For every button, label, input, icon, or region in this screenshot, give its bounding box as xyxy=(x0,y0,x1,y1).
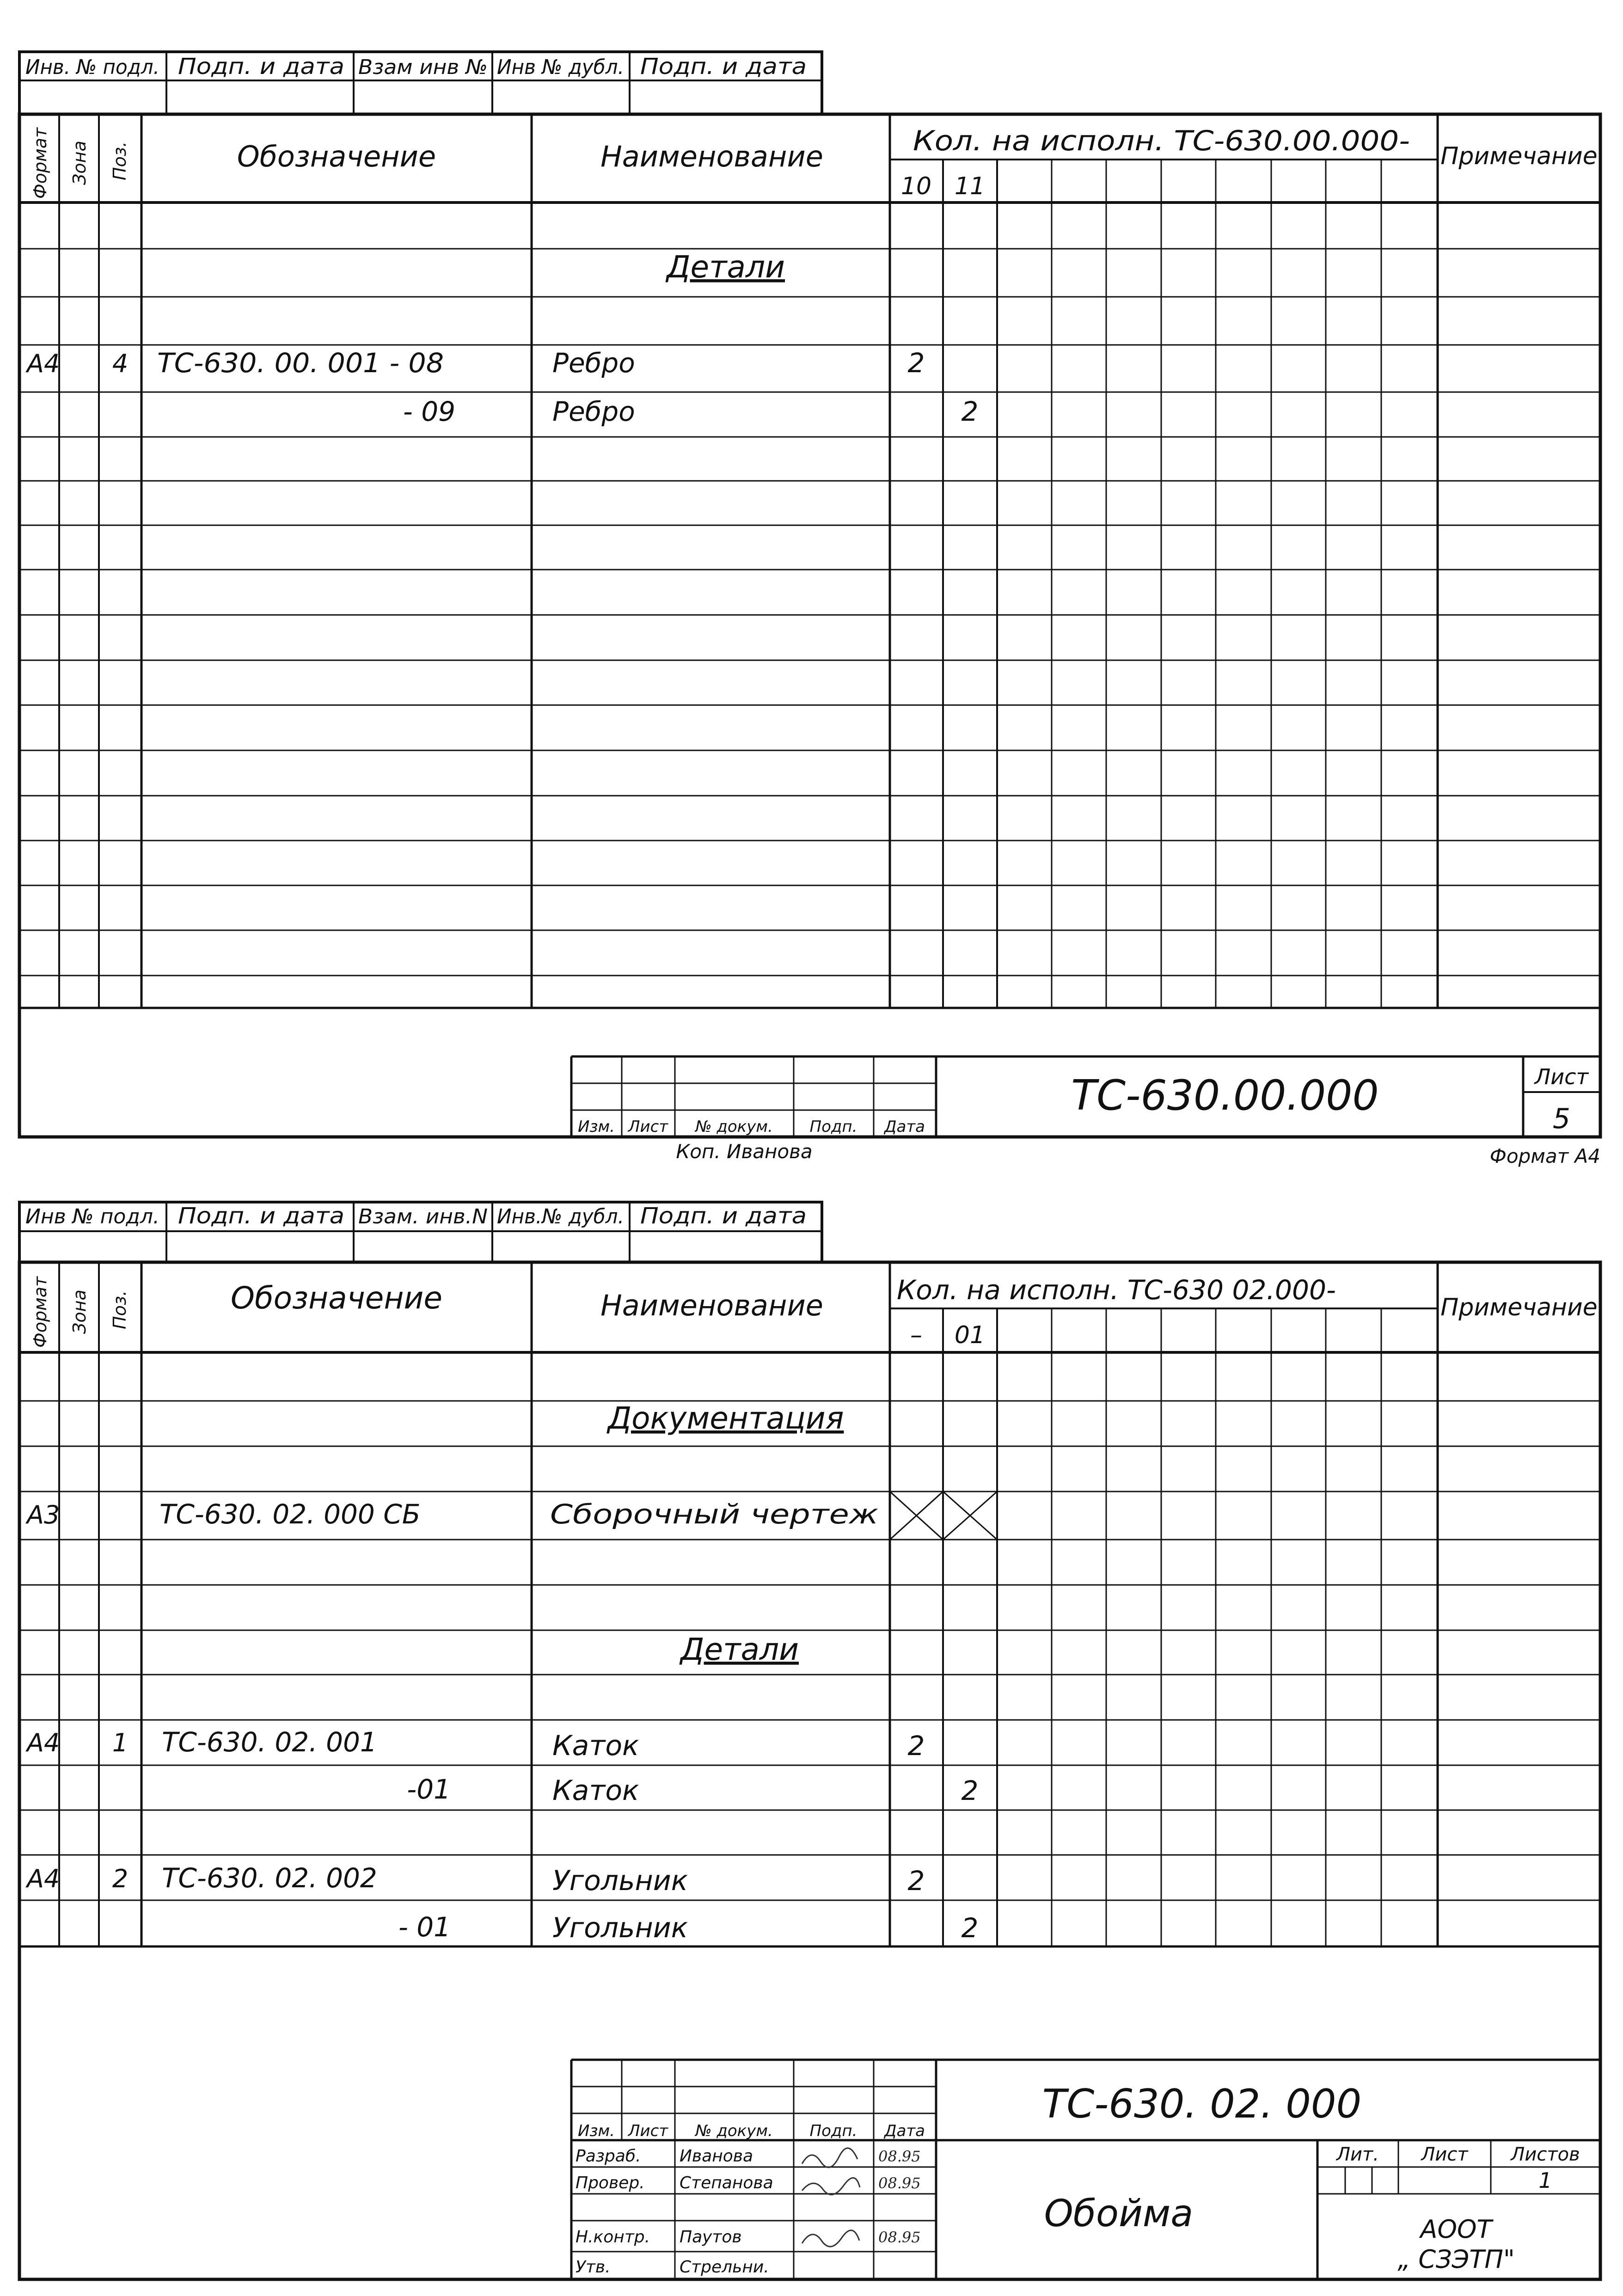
s2-doc-format: A3 xyxy=(27,1500,60,1529)
s1-row1-format: A4 xyxy=(27,349,60,378)
s2-col-designation: Обозначение xyxy=(231,1280,442,1316)
s2-tb-label-podp: Подп. xyxy=(809,2122,857,2140)
s1-hdr-podp-data: Подп. и дата xyxy=(178,54,344,80)
s2-row2-name: Каток xyxy=(552,1774,639,1807)
s1-section-title: Детали xyxy=(666,249,785,285)
s1-row1-q1: 2 xyxy=(907,347,925,379)
s2-row4-designation: - 01 xyxy=(398,1911,451,1943)
s1-col-designation: Обозначение xyxy=(237,140,436,173)
s1-hdr-inv-dubl: Инв № дубл. xyxy=(497,55,624,79)
s2-tb-product-name: Обойма xyxy=(1044,2192,1194,2235)
s1-col-qty-title: Кол. на исполн. ТС-630.00.000- xyxy=(913,125,1410,157)
s2-section-parts: Детали xyxy=(680,1632,799,1667)
s1-stamp-label-list: Лист xyxy=(628,1117,668,1136)
s2-col-note: Примечание xyxy=(1440,1294,1598,1321)
s2-hdr-podp-data-2: Подп. и дата xyxy=(640,1203,807,1229)
s1-row2-name: Ребро xyxy=(552,396,635,427)
s2-tb-lit-label: Лит. xyxy=(1336,2144,1379,2165)
s2-row3-name: Угольник xyxy=(552,1865,688,1897)
s2-tb-code: ТС-630. 02. 000 xyxy=(1042,2081,1362,2127)
s2-col-qty-title: Кол. на исполн. ТС-630 02.000- xyxy=(897,1274,1336,1306)
s2-tb-date-2: 08.95 xyxy=(878,2174,921,2192)
s2-doc-name: Сборочный чертеж xyxy=(550,1498,878,1530)
s2-hdr-vzam-inv: Взам. инв.N xyxy=(358,1205,488,1228)
s1-col-qty-sub-2: 11 xyxy=(954,172,986,200)
s1-stamp-code: ТС-630.00.000 xyxy=(1071,1071,1379,1120)
s2-tb-sheet-label: Лист xyxy=(1421,2144,1468,2165)
s2-tb-label-izm: Изм. xyxy=(578,2122,615,2140)
s1-stamp-sheet-label: Лист xyxy=(1534,1064,1589,1089)
s1-hdr-inv-podl: Инв. № подл. xyxy=(25,55,159,79)
s1-stamp-label-docnum: № докум. xyxy=(695,1117,773,1136)
s1-col-note: Примечание xyxy=(1440,142,1598,170)
s1-row2-q2: 2 xyxy=(961,396,979,427)
s1-col-qty-sub-1: 10 xyxy=(900,172,932,200)
s2-row1-pos: 1 xyxy=(112,1728,129,1757)
s1-stamp-sheet-number: 5 xyxy=(1552,1103,1571,1135)
s2-row3-pos: 2 xyxy=(112,1864,129,1893)
s2-col-pos: Поз. xyxy=(110,1290,130,1329)
s2-row3-designation: ТС-630. 02. 002 xyxy=(162,1862,377,1894)
s1-col-zone: Зона xyxy=(69,141,90,185)
s2-col-zone: Зона xyxy=(69,1289,90,1334)
s2-row3-format: A4 xyxy=(27,1864,60,1893)
s2-doc-designation: ТС-630. 02. 000 СБ xyxy=(159,1498,421,1530)
s1-row1-designation: ТС-630. 00. 001 - 08 xyxy=(157,347,444,379)
s2-tb-name-3: Паутов xyxy=(680,2228,742,2247)
s1-col-pos: Поз. xyxy=(110,141,130,180)
s2-tb-org-line1: АООТ xyxy=(1420,2215,1492,2244)
s1-stamp-label-izm: Изм. xyxy=(578,1117,615,1136)
s2-tb-role-4: Утв. xyxy=(576,2258,611,2277)
s2-tb-role-1: Разраб. xyxy=(576,2147,641,2166)
s2-tb-name-1: Иванова xyxy=(680,2147,753,2166)
s1-row1-name: Ребро xyxy=(552,347,635,379)
s2-col-qty-sub-1: – xyxy=(910,1321,922,1349)
s1-format-label: Формат А4 xyxy=(1489,1145,1600,1167)
s2-hdr-inv-podl: Инв № подл. xyxy=(25,1205,159,1228)
s2-hdr-podp-data: Подп. и дата xyxy=(178,1203,344,1229)
s1-stamp-label-data: Дата xyxy=(884,1117,925,1136)
s2-row3-q1: 2 xyxy=(907,1865,925,1897)
s2-section-documentation: Документация xyxy=(607,1400,844,1436)
s2-hdr-inv-dubl: Инв.№ дубл. xyxy=(497,1205,624,1228)
s2-row2-q2: 2 xyxy=(961,1775,979,1806)
s2-tb-name-4: Стрельни. xyxy=(680,2258,769,2277)
s2-row1-designation: ТС-630. 02. 001 xyxy=(162,1726,377,1758)
s1-hdr-vzam-inv: Взам инв № xyxy=(358,55,488,79)
s2-tb-sheets-value: 1 xyxy=(1538,2168,1552,2193)
s2-row4-name: Угольник xyxy=(552,1912,688,1944)
s2-tb-org-line2: „ СЗЭТП" xyxy=(1397,2245,1515,2274)
s2-tb-role-3: Н.контр. xyxy=(576,2228,650,2247)
s2-tb-date-1: 08.95 xyxy=(878,2148,921,2165)
s2-row1-format: A4 xyxy=(27,1728,60,1757)
s1-col-name: Наименование xyxy=(600,140,823,173)
s1-row1-pos: 4 xyxy=(112,349,129,378)
s2-tb-role-2: Провер. xyxy=(576,2173,645,2192)
s2-col-qty-sub-2: 01 xyxy=(954,1321,986,1349)
s2-row2-designation: -01 xyxy=(407,1774,451,1805)
s2-row4-q2: 2 xyxy=(961,1912,979,1944)
s2-tb-label-docnum: № докум. xyxy=(695,2122,773,2140)
s2-row1-q1: 2 xyxy=(907,1730,925,1762)
s1-copied-by: Коп. Иванова xyxy=(676,1140,813,1163)
s1-stamp-label-podp: Подп. xyxy=(809,1117,857,1136)
s2-col-format: Формат xyxy=(30,1276,50,1348)
s2-row1-name: Каток xyxy=(552,1730,639,1762)
s2-tb-label-data: Дата xyxy=(884,2122,925,2140)
s2-tb-sheets-label: Листов xyxy=(1511,2144,1580,2165)
s1-hdr-podp-data-2: Подп. и дата xyxy=(640,54,807,80)
s2-col-name: Наименование xyxy=(600,1289,823,1322)
s2-tb-label-list: Лист xyxy=(628,2122,668,2140)
s1-row2-designation: - 09 xyxy=(403,396,455,427)
s1-col-format: Формат xyxy=(30,127,50,199)
s2-tb-date-3: 08.95 xyxy=(878,2228,921,2246)
s2-tb-name-2: Степанова xyxy=(680,2173,773,2192)
